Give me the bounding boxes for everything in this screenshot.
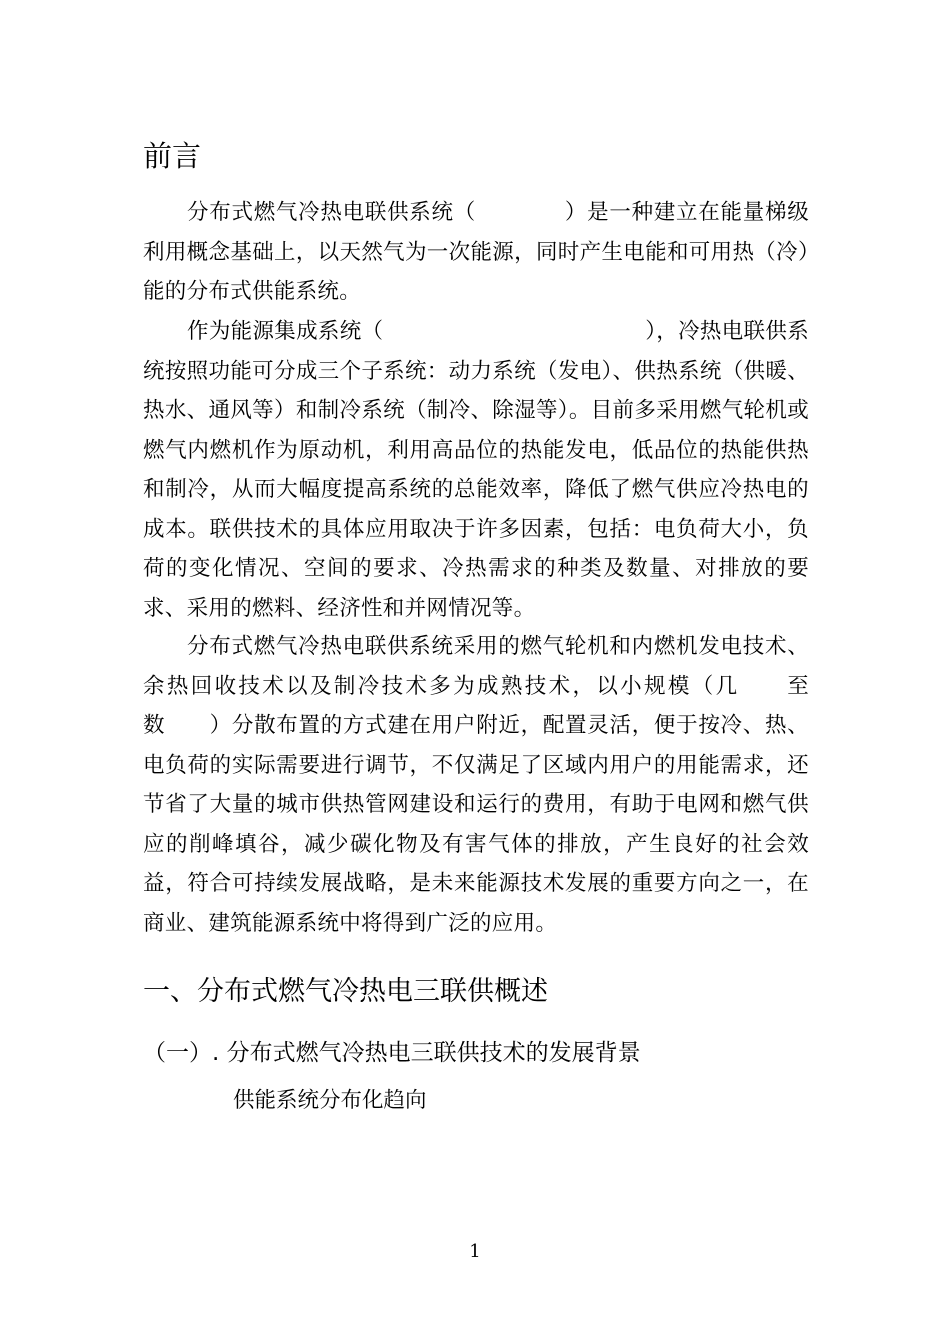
- paragraph-intro: 分布式燃气冷热电联供系统（ ）是一种建立在能量梯级利用概念基础上，以天然气为一次能源，同时产生电能和可用热（冷）能的分布式供能系统。: [143, 200, 809, 304]
- paragraph-subsystems: 作为能源集成系统（ ），冷热电联供系统按照功能可分成三个子系统：动力系统（发电）、供热系统（供暖、热水、通风等）和制冷系统（制冷、除湿等）。目前多采用燃气轮机或燃气内燃机作为原动机，利用高品位的热能发电，低品位的热能供热和制冷，从而大幅度提高系统的总能效率，降低了燃气供应冷热电的成本。联供技术的具体应用取决于许多因素，包括：电负荷大小，负荷的变化情况、空间的要求、冷热需求的种类及数量、对排放的要求、采用的燃料、经济性和并网情况等。: [143, 319, 809, 621]
- subsection-heading: （一）. 分布式燃气冷热电三联供技术的发展背景: [143, 1040, 641, 1066]
- preface-heading: 前言: [143, 139, 202, 173]
- subsection-item: 供能系统分布化趋向: [233, 1088, 427, 1113]
- paragraph-benefits: 分布式燃气冷热电联供系统采用的燃气轮机和内燃机发电技术、余热回收技术以及制冷技术多为成熟技术，以小规模（几 至数 ）分散布置的方式建在用户附近，配置灵活，便于按冷、热、电负荷的实际需要进行调节，不仅满足了区域内用户的用能需求，还节省了大量的城市供热管网建设和运行的费用，有助于电网和燃气供应的削峰填谷，减少碳化物及有害气体的排放，产生良好的社会效益，符合可持续发展战略，是未来能源技术发展的重要方向之一，在商业、建筑能源系统中将得到广泛的应用。: [143, 634, 809, 936]
- section-heading: 一、分布式燃气冷热电三联供概述: [143, 976, 548, 1007]
- page-number: 1: [469, 1241, 481, 1262]
